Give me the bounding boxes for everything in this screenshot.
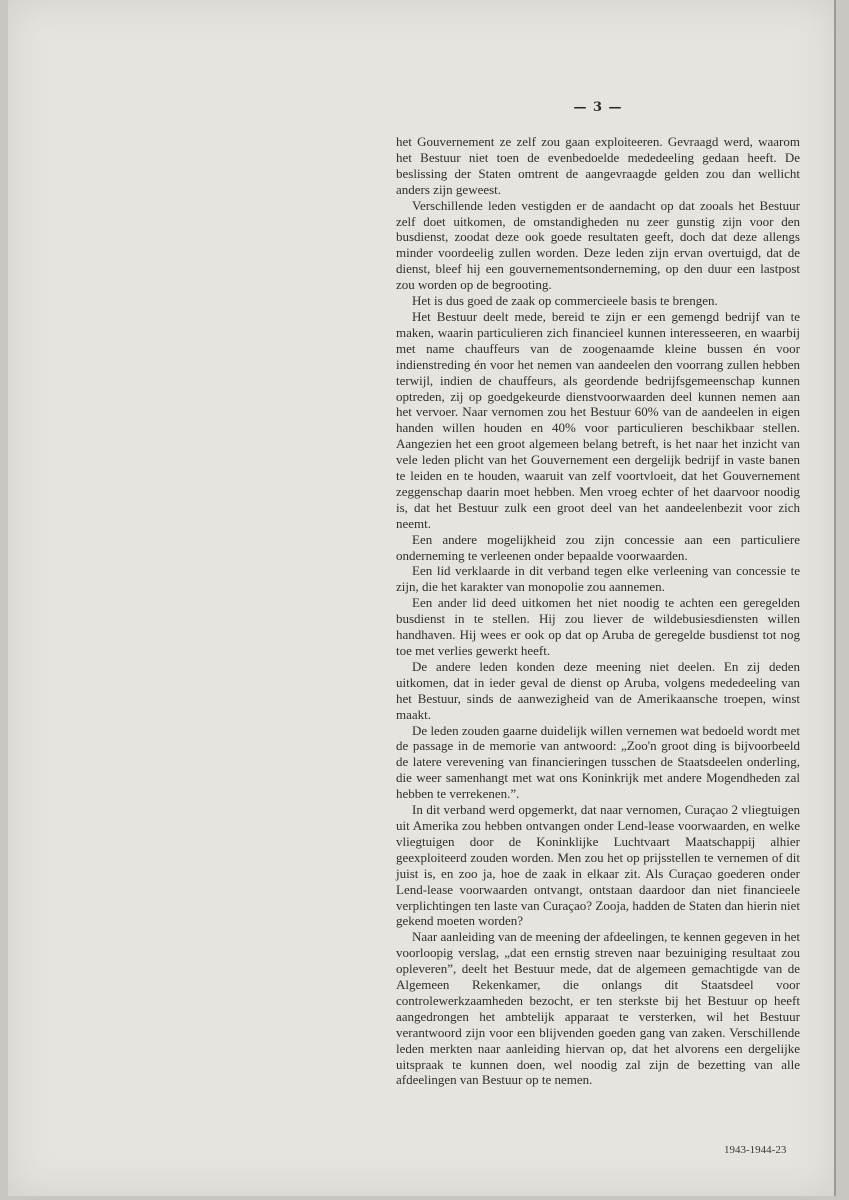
page-number: — 3 — (573, 100, 623, 115)
paragraph: Naar aanleiding van de meening der afdeelingen, te kennen gegeven in het voorloopig verslag, „dat een ernstig streven naar bezuiniging resultaat zou opleveren”, deelt het Bestuur mede, dat de algemeen gemachtigde van de Algemeen Rekenkamer, die onlangs dit Staatsdeel voor controlewerkzaamheden bezocht, er ten sterkste bij het Bestuur op heeft aangedrongen het ambtelijk apparaat te versterken, wil het Bestuur verantwoord zijn voor een blijvenden goeden gang van zaken. Verschillende leden merkten naar aanleiding hiervan op, dat het alvorens een dergelijke uitspraak te kunnen doen, wel noodig zal zijn de bezetting van alle afdeelingen van Bestuur op te nemen. (396, 929, 800, 1088)
paragraph: Verschillende leden vestigden er de aandacht op dat zooals het Bestuur zelf doet uitkomen, de omstandigheden nu zeer gunstig zijn voor den busdienst, zoodat deze ook goede resultaten geeft, doch dat deze allengs minder voordeelig zullen worden. Deze leden zijn ervan overtuigd, dat de dienst, bleef hij een gouvernementsonderneming, op den duur een lastpost zou worden op de begrooting. (396, 197, 800, 293)
paragraph: De leden zouden gaarne duidelijk willen vernemen wat bedoeld wordt met de passage in de memorie van antwoord: „Zoo'n groot ding is bijvoorbeeld de latere verevening van financieringen tusschen de Staatsdeelen onderling, die weer samenhangt met wat ons Koninkrijk met andere Mogendheden zal hebben te verrekenen.”. (396, 722, 800, 802)
paragraph: De andere leden konden deze meening niet deelen. En zij deden uitkomen, dat in ieder geval de dienst op Aruba, volgens mededeeling van het Bestuur, sinds de aanwezigheid van de Amerikaansche troepen, winst maakt. (396, 658, 800, 722)
text-column (396, 134, 800, 1088)
paragraph: het Gouvernement ze zelf zou gaan exploiteeren. Gevraagd werd, waarom het Bestuur niet toen de evenbedoelde mededeeling gedaan heeft. De beslissing der Staten omtrent de aangevraagde gelden zou dan wellicht anders zijn geweest. (396, 134, 800, 197)
document-page (8, 0, 836, 1196)
paragraph: Het is dus goed de zaak op commercieele basis te brengen. (412, 293, 718, 309)
paragraph: In dit verband werd opgemerkt, dat naar vernomen, Curaçao 2 vliegtuigen uit Amerika zou hebben ontvangen onder Lend-lease voorwaarden, en welke vliegtuigen door de Koninklijke Luchtvaart Maatschappij alhier geexploiteerd zouden worden. Men zou het op prijsstellen te vernemen of dit juist is, en zoo ja, hoe de zaak in elkaar zit. Als Curaçao goederen onder Lend-lease voorwaarden ontvangt, ontstaan daardoor dan niet financieele verplichtingen ten laste van Curaçao? Zooja, hadden de Staten dan hierin niet gekend moeten worden? (396, 802, 800, 929)
paragraph: Een ander lid deed uitkomen het niet noodig te achten een geregelden busdienst in te stellen. Hij zou liever de wildebusiesdiensten willen handhaven. Hij wees er ook op dat op Aruba de geregelde busdienst tot nog toe met verlies gewerkt heeft. (396, 595, 800, 658)
paragraph: Het Bestuur deelt mede, bereid te zijn er een gemengd bedrijf van te maken, waarin particulieren zich financieel kunnen interesseeren, en waarbij met name chauffeurs van de zoogenaamde kleine bussen én voor indienstreding én voor het nemen van aandeelen den voorrang zullen hebben terwijl, indien de chauffeurs, als geordende bedrijfsgemeenschap kunnen optreden, zij op goedgekeurde dienstvoorwaarden deel kunnen nemen aan het vervoer. Naar vernomen zou het Bestuur 60% van de aandeelen in eigen handen willen houden en 40% voor particulieren beschikbaar stellen. Aangezien het een groot algemeen belang betreft, is het naar het inzicht van vele leden plicht van het Gouvernement een dergelijk bedrijf in vaste banen te leiden en te houden, waaruit van zelf voortvloeit, dat het Gouvernement zeggenschap daarin moet hebben. Men vroeg echter of het daarvoor noodig is, dat het Bestuur zulk een groot deel van het aandeelenbezit voor zich neemt. (396, 308, 800, 531)
paragraph: Een andere mogelijkheid zou zijn concessie aan een particuliere onderneming te verleenen onder bepaalde voorwaarden. (396, 531, 800, 563)
archive-stamp: 1943-1944-23 (724, 1144, 787, 1156)
paragraph: Een lid verklaarde in dit verband tegen elke verleening van concessie te zijn, die het karakter van monopolie zou aannemen. (396, 563, 800, 595)
